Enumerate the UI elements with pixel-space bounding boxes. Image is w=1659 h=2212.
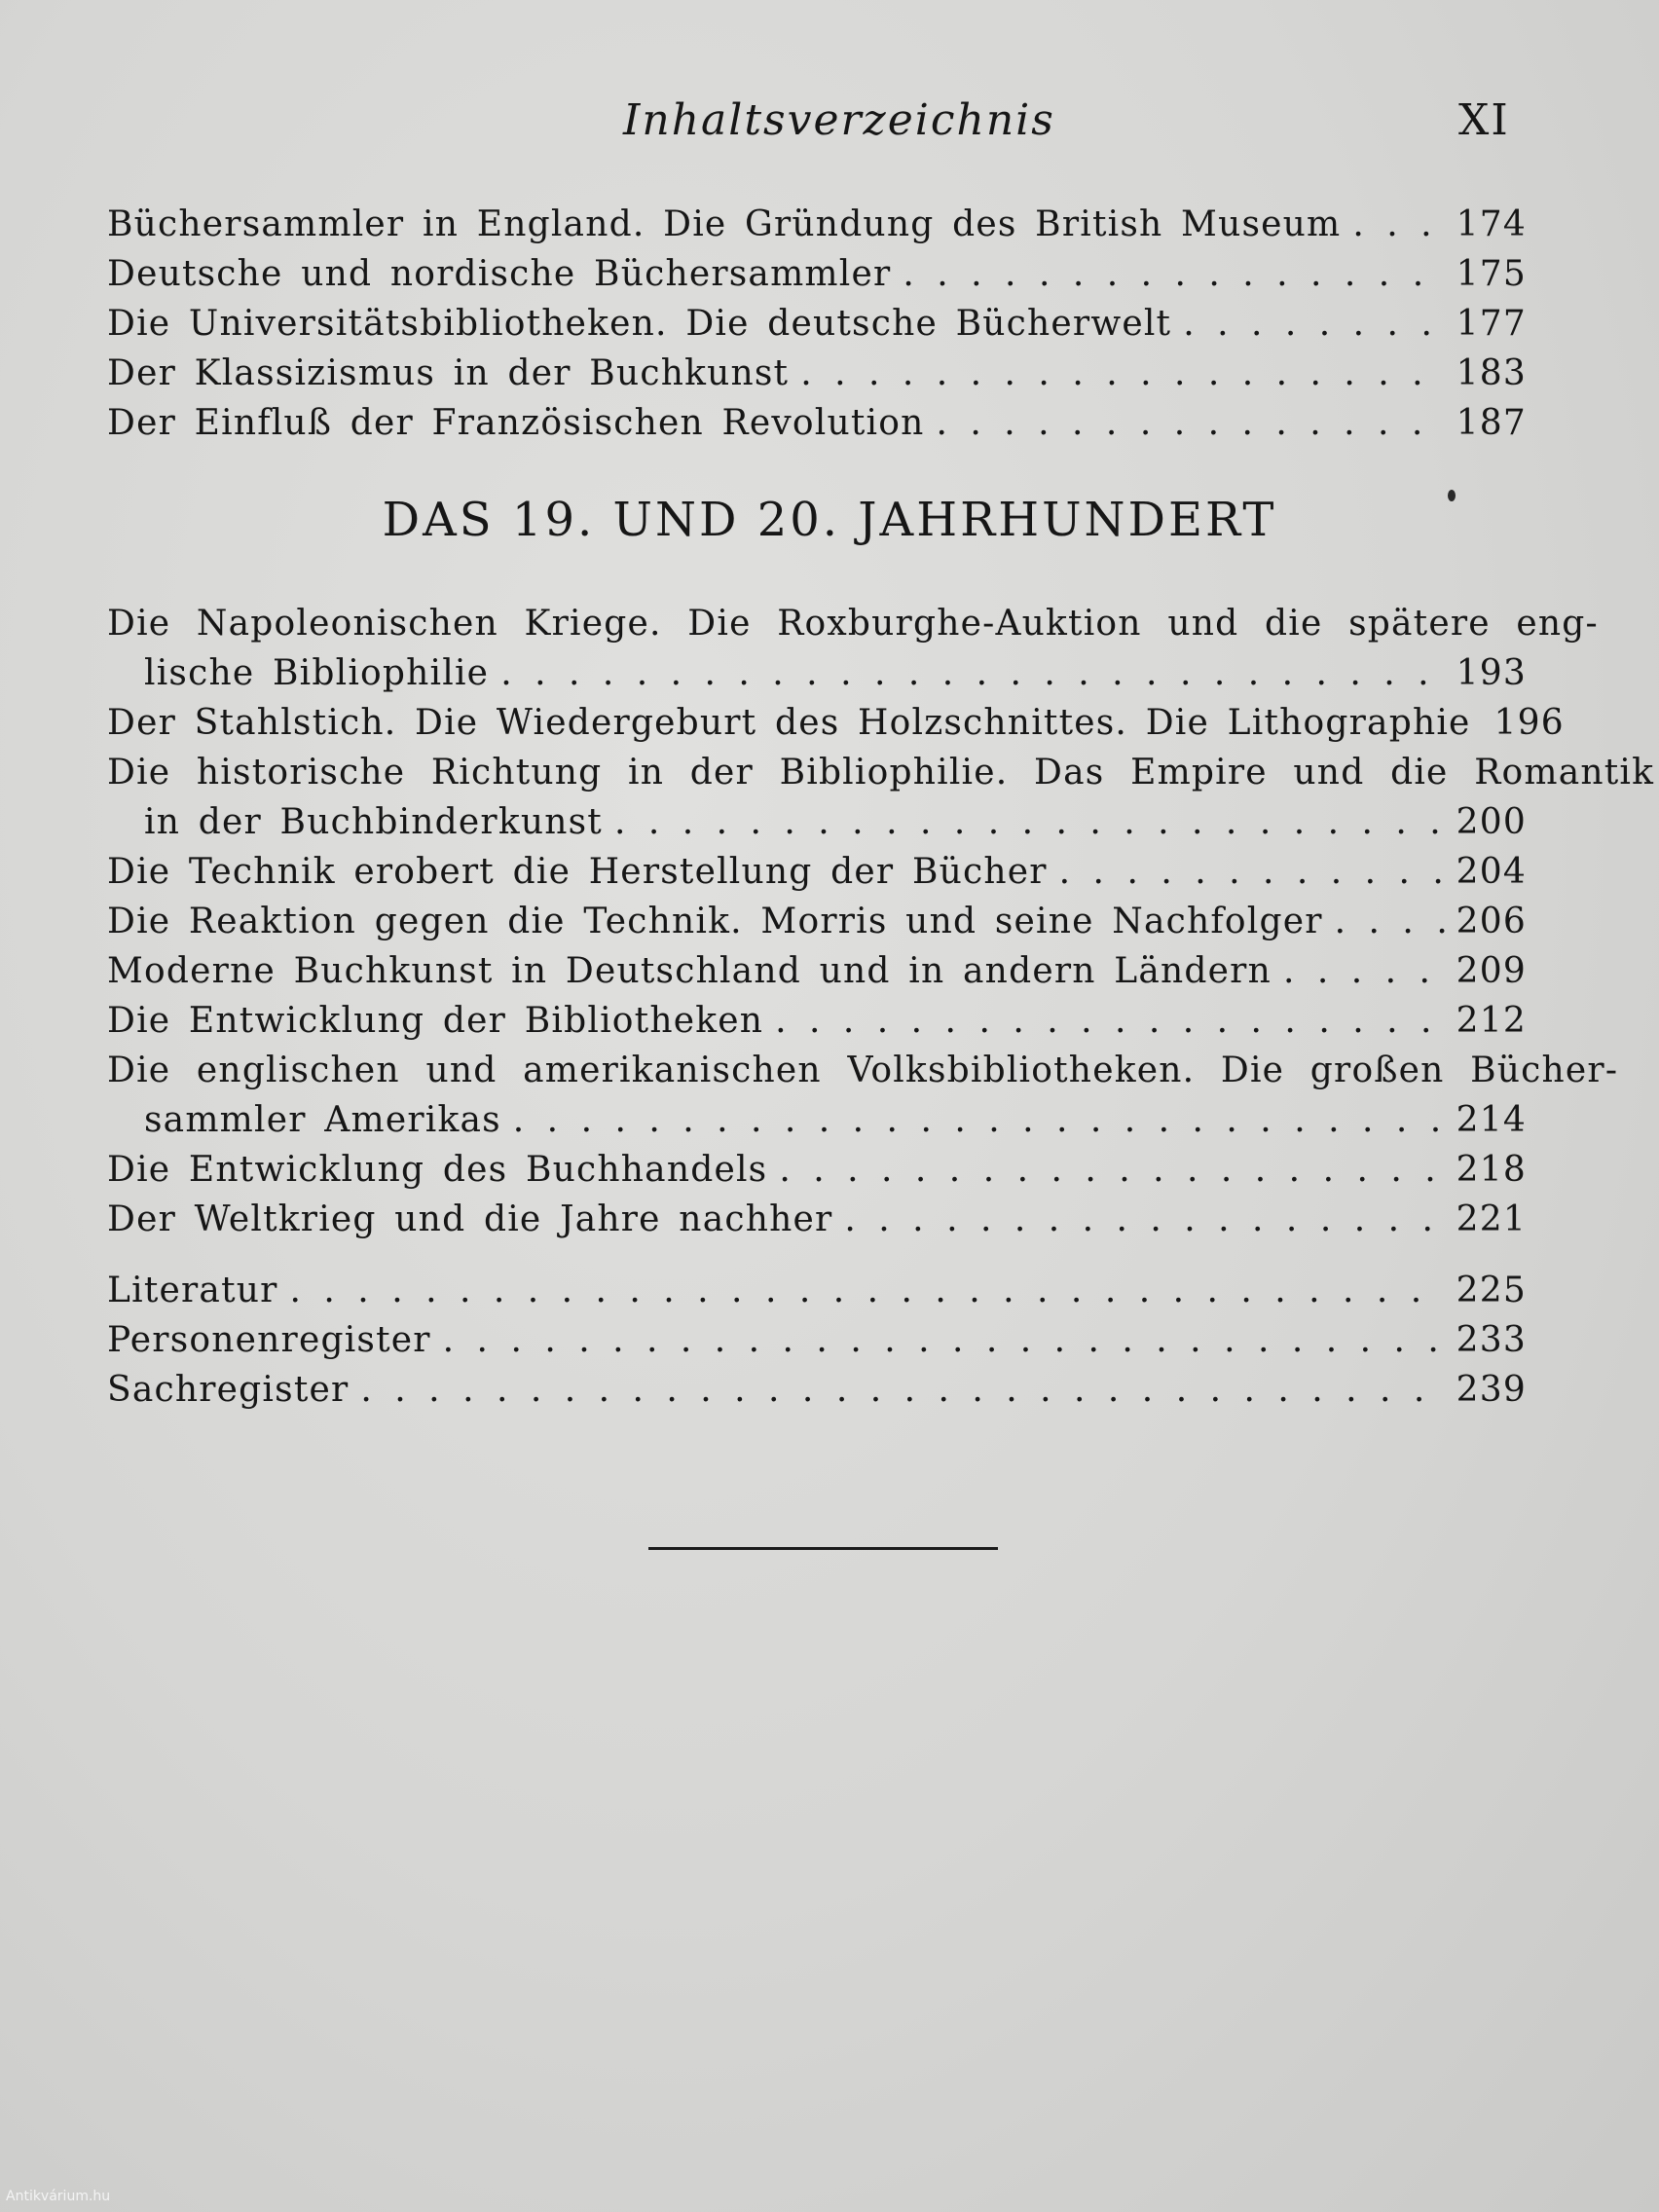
- toc-entry-title: Sachregister: [107, 1370, 350, 1410]
- toc-entry-title: Der Stahlstich. Die Wiedergeburt des Holzschnittes. Die Lithographie: [107, 703, 1471, 743]
- toc-entry-page: 174: [1456, 204, 1527, 244]
- dot-leader: [903, 249, 1444, 299]
- toc-entry-title: Literatur: [107, 1271, 278, 1310]
- toc-entry-title: Personenregister: [107, 1320, 431, 1360]
- toc-entry-page: 187: [1456, 403, 1527, 443]
- toc-section-19th-20th-century: [107, 599, 1655, 1244]
- toc-entry: [107, 946, 1527, 996]
- toc-entry-page: 193: [1456, 653, 1527, 693]
- toc-entry: [107, 200, 1527, 249]
- toc-entry-page: 204: [1456, 852, 1527, 892]
- toc-entry-title: Moderne Buchkunst in Deutschland und in andern Ländern: [107, 951, 1272, 991]
- dot-leader: [775, 996, 1445, 1046]
- toc-entry-page: 221: [1456, 1199, 1527, 1239]
- toc-entry: [107, 1266, 1527, 1315]
- toc-entry-title-line1: Die historische Richtung in der Bibliophilie. Das Empire und die Romantik: [107, 753, 1655, 793]
- toc-entry-page: 209: [1456, 951, 1527, 991]
- toc-entry: [107, 249, 1527, 299]
- toc-entry-title-line2: sammler Amerikas: [144, 1100, 501, 1140]
- toc-entry: [107, 897, 1527, 946]
- end-rule: [648, 1547, 998, 1550]
- toc-entry-title: Der Klassizismus in der Buchkunst: [107, 353, 790, 393]
- dot-leader: [500, 648, 1444, 698]
- toc-entry-title-line2: in der Buchbinderkunst: [144, 802, 603, 842]
- toc-entry-page: 214: [1456, 1100, 1527, 1140]
- toc-entry-page: 233: [1456, 1320, 1527, 1360]
- toc-entry: [107, 1195, 1527, 1244]
- dot-leader: [1283, 946, 1445, 996]
- toc-entry: [107, 1315, 1527, 1365]
- toc-entry-page: 206: [1456, 902, 1527, 941]
- dot-leader: [800, 349, 1444, 398]
- toc-entry-multiline: [107, 748, 1655, 847]
- toc-entry: [107, 349, 1527, 398]
- toc-entry-title: Der Weltkrieg und die Jahre nachher: [107, 1199, 833, 1239]
- toc-entry-title: Die Entwicklung des Buchhandels: [107, 1150, 768, 1190]
- watermark: Antikvárium.hu: [6, 2189, 111, 2204]
- dot-leader: [844, 1195, 1444, 1244]
- toc-entry-title: Büchersammler in England. Die Gründung des British Museum: [107, 204, 1342, 244]
- dot-leader: [1183, 299, 1444, 349]
- toc-section-18th-century: [107, 200, 1527, 448]
- running-title: Inhaltsverzeichnis: [623, 95, 1055, 145]
- toc-entry-title-line1: Die englischen und amerikanischen Volksbibliotheken. Die großen Bücher-: [107, 1051, 1619, 1090]
- toc-entry-page: 218: [1456, 1150, 1527, 1190]
- section-heading: DAS 19. UND 20. JAHRHUNDERT: [382, 493, 1277, 547]
- toc-entry-page: 175: [1456, 254, 1527, 294]
- dot-leader: [290, 1266, 1445, 1315]
- toc-entry-page: 225: [1456, 1271, 1527, 1310]
- dot-leader: [779, 1145, 1444, 1195]
- toc-entry-title: Der Einfluß der Französischen Revolution: [107, 403, 925, 443]
- toc-entry-title: Deutsche und nordische Büchersammler: [107, 254, 892, 294]
- toc-entry-title: Die Reaktion gegen die Technik. Morris und seine Nachfolger: [107, 902, 1323, 941]
- toc-entry-multiline: [107, 599, 1599, 698]
- dot-leader: [1059, 847, 1445, 897]
- toc-entry: [107, 847, 1527, 897]
- dot-leader: [1352, 200, 1444, 249]
- dot-leader: [614, 797, 1445, 847]
- page-number: XI: [1458, 95, 1510, 145]
- toc-entry: [107, 398, 1527, 448]
- toc-entry-page: 239: [1456, 1370, 1527, 1410]
- toc-entry-page: 196: [1493, 703, 1565, 743]
- toc-entry-page: 177: [1456, 304, 1527, 344]
- toc-entry-title: Die Technik erobert die Herstellung der Bücher: [107, 852, 1048, 892]
- toc-entry-page: 212: [1456, 1001, 1527, 1041]
- toc-entry-title-line2: lische Bibliophilie: [144, 653, 490, 693]
- toc-entry: [107, 698, 1565, 748]
- dot-leader: [513, 1095, 1445, 1145]
- running-header: [0, 95, 1659, 164]
- toc-section-appendix: [107, 1266, 1527, 1415]
- dot-leader: [1335, 897, 1445, 946]
- dot-leader: [360, 1365, 1444, 1415]
- toc-entry-title: Die Universitätsbibliotheken. Die deutsche Bücherwelt: [107, 304, 1172, 344]
- dot-leader: [443, 1315, 1445, 1365]
- toc-entry-multiline: [107, 1046, 1619, 1145]
- toc-entry-page: 200: [1456, 802, 1527, 842]
- toc-entry-title: Die Entwicklung der Bibliotheken: [107, 1001, 764, 1041]
- toc-entry-page: 183: [1456, 353, 1527, 393]
- toc-entry-title-line1: Die Napoleonischen Kriege. Die Roxburghe-Auktion und die spätere eng-: [107, 604, 1599, 644]
- toc-entry: [107, 1365, 1527, 1415]
- toc-entry: [107, 1145, 1527, 1195]
- toc-entry: [107, 299, 1527, 349]
- dot-leader: [937, 398, 1445, 448]
- toc-entry: [107, 996, 1527, 1046]
